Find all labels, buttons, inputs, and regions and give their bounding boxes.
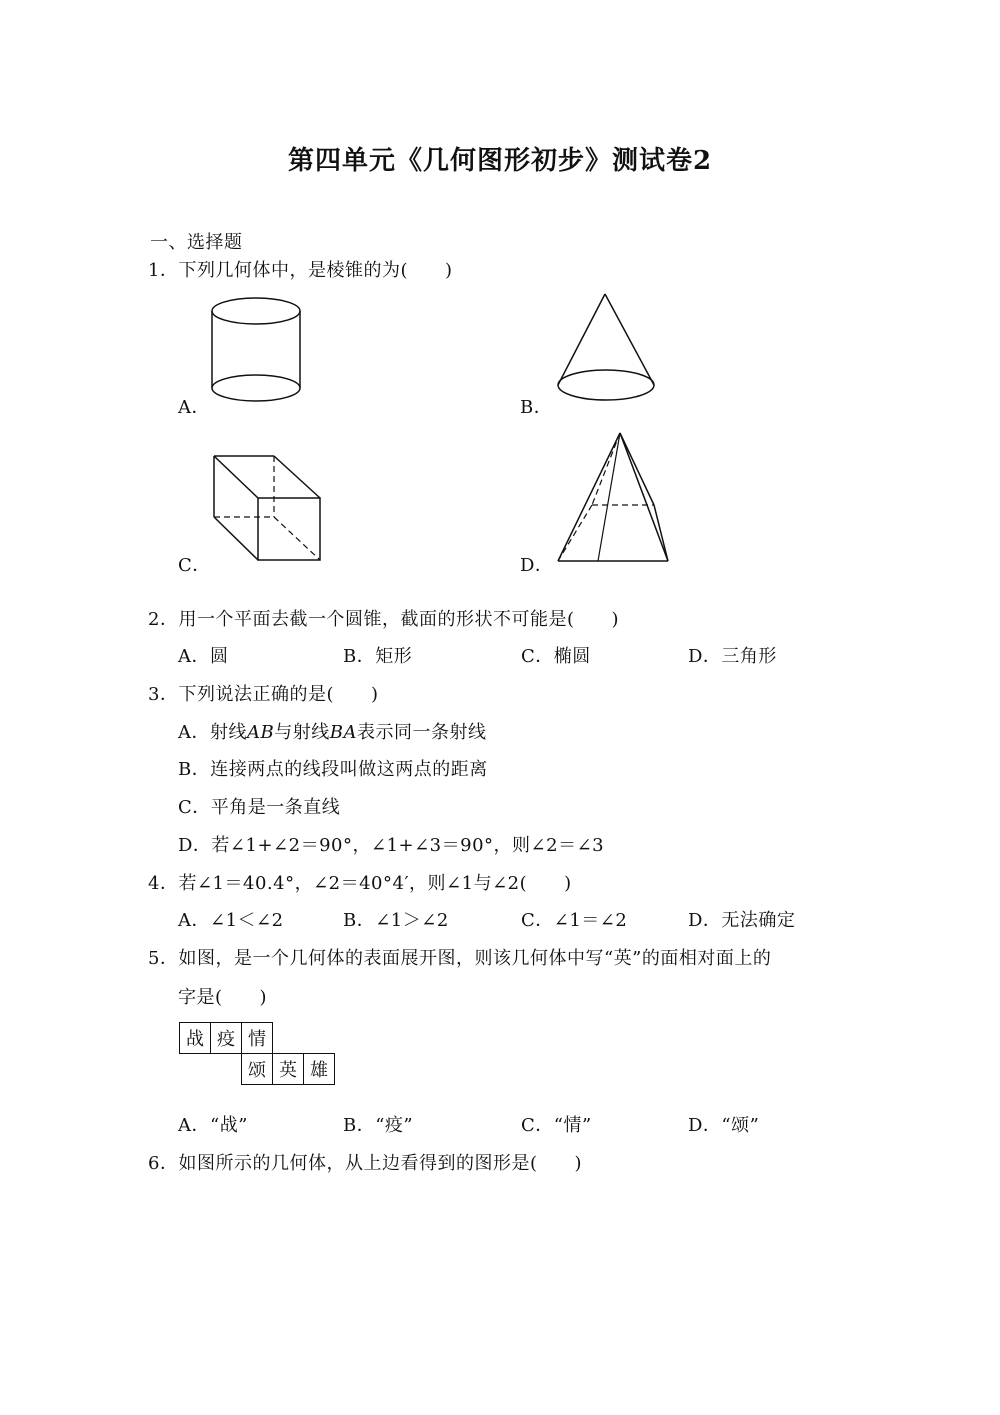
q3-option-d: D．若∠1+∠2＝90°，∠1+∠3＝90°，则∠2＝∠3 [178, 835, 605, 856]
q3-option-a [178, 718, 486, 744]
q1-option-b: B． [520, 397, 553, 418]
q1-stem: 1．下列几何体中，是棱锥的为( ) [148, 260, 453, 281]
pyramid-icon [554, 431, 672, 565]
q4-option-c: C．∠1＝∠2 [521, 910, 628, 931]
q3-option-a-mid: 与射线 [274, 722, 330, 743]
section-heading: 一、选择题 [150, 232, 243, 253]
page-title: 第四单元《几何图形初步》测试卷2 [287, 146, 713, 176]
q4-option-d: D．无法确定 [688, 910, 796, 931]
ray-ab-label: AB [247, 722, 275, 743]
q6-stem: 6．如图所示的几何体，从上边看得到的图形是( ) [148, 1153, 582, 1174]
q4-option-a: A．∠1＜∠2 [178, 910, 284, 931]
ray-ba-label: BA [329, 722, 357, 743]
q1-option-c: C． [178, 555, 211, 576]
net-face: 战 [180, 1023, 211, 1054]
net-blank [273, 1023, 304, 1054]
q2-option-c: C．椭圆 [521, 646, 591, 667]
q4-option-b: B．∠1＞∠2 [343, 910, 449, 931]
net-blank [180, 1054, 211, 1085]
q4-stem: 4．若∠1＝40.4°，∠2＝40°4′，则∠1与∠2( ) [148, 873, 572, 894]
cone-icon [554, 292, 660, 404]
q5-option-a: A．“战” [178, 1115, 248, 1136]
net-face: 疫 [211, 1023, 242, 1054]
q2-option-d: D．三角形 [688, 646, 777, 667]
net-blank [211, 1054, 242, 1085]
q3-option-a-prefix: A．射线 [178, 722, 247, 743]
q3-stem: 3．下列说法正确的是( ) [148, 684, 379, 705]
q1-option-d: D． [520, 555, 554, 576]
q5-stem-line2: 字是( ) [178, 987, 268, 1008]
cuboid-icon [210, 452, 326, 566]
q2-option-b: B．矩形 [343, 646, 413, 667]
q3-option-b: B．连接两点的线段叫做这两点的距离 [178, 759, 488, 780]
q5-option-b: B．“疫” [343, 1115, 414, 1136]
q1-option-a: A． [178, 397, 210, 418]
net-blank [304, 1023, 335, 1054]
net-face: 英 [273, 1054, 304, 1085]
cube-net [179, 1022, 335, 1085]
q5-stem-line1: 5．如图，是一个几何体的表面展开图，则该几何体中写“英”的面相对面上的 [148, 948, 772, 969]
q3-option-c: C．平角是一条直线 [178, 797, 341, 818]
q2-stem: 2．用一个平面去截一个圆锥，截面的形状不可能是( ) [148, 609, 619, 630]
net-face: 颂 [242, 1054, 273, 1085]
q5-option-c: C．“情” [521, 1115, 592, 1136]
q3-option-a-suffix: 表示同一条射线 [356, 722, 487, 743]
cylinder-icon [208, 296, 304, 406]
net-face: 雄 [304, 1054, 335, 1085]
q5-option-d: D．“颂” [688, 1115, 760, 1136]
q2-option-a: A．圆 [178, 646, 229, 667]
net-face: 情 [242, 1023, 273, 1054]
